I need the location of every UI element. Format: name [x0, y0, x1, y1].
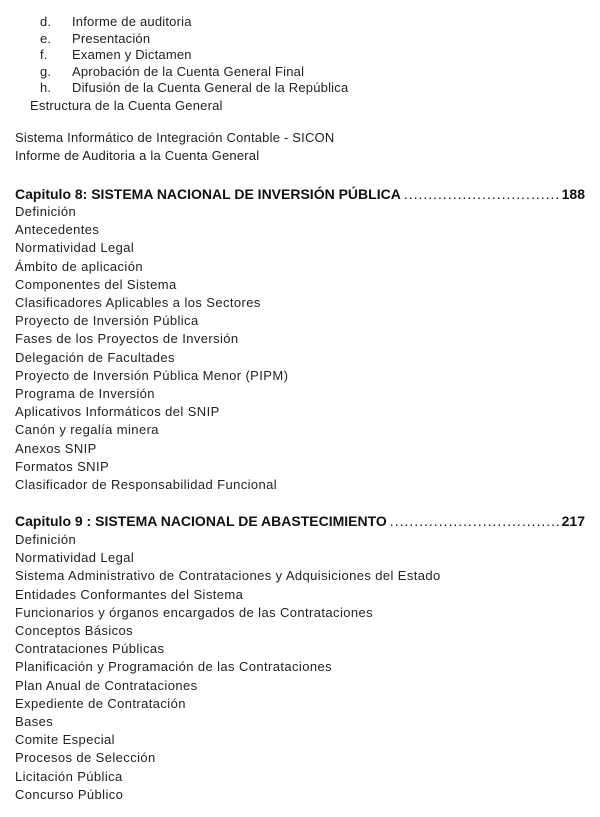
toc-entry: Plan Anual de Contrataciones [15, 677, 198, 693]
sub-item-text: Examen y Dictamen [72, 47, 192, 63]
leader-dots [390, 512, 559, 530]
toc-entry: Proyecto de Inversión Pública Menor (PIPM) [15, 367, 289, 383]
toc-entry: Clasificador de Responsabilidad Funcional [15, 477, 278, 493]
toc-entry: Aplicativos Informáticos del SNIP [15, 404, 220, 420]
sub-item-letter: h. [40, 80, 52, 96]
sub-item-text: Aprobación de la Cuenta General Final [72, 63, 305, 79]
toc-entry: Proyecto de Inversión Pública [15, 313, 199, 329]
leader-dots [404, 185, 559, 203]
toc-entry: Clasificadores Aplicables a los Sectores [15, 295, 261, 311]
toc-entry: Funcionarios y órganos encargados de las Contrataciones [15, 604, 374, 620]
sub-item [40, 64, 440, 80]
toc-entry: Concurso Público [15, 786, 124, 802]
toc-entry: Normatividad Legal [15, 240, 135, 256]
toc-entry: Normatividad Legal [15, 550, 135, 566]
toc-entry: Antecedentes [15, 222, 100, 238]
chapter-title: Capitulo 9 : SISTEMA NACIONAL DE ABASTECIMIENTO [15, 513, 387, 529]
toc-entry: Fases de los Proyectos de Inversión [15, 331, 239, 347]
sub-item-letter: f. [40, 47, 48, 63]
sub-item [40, 80, 440, 96]
toc-entry: Conceptos Básicos [15, 623, 134, 639]
chapter-title: Capitulo 8: SISTEMA NACIONAL DE INVERSIÓN PÚBLICA [15, 186, 401, 202]
toc-entry: Procesos de Selección [15, 750, 156, 766]
sub-item [40, 47, 440, 63]
toc-entry: Programa de Inversión [15, 386, 155, 402]
sub-item-text: Informe de auditoria [72, 14, 192, 29]
toc-entry-informe-auditoria: Informe de Auditoria a la Cuenta General [15, 148, 260, 163]
chapter-page-number: 188 [561, 186, 585, 202]
toc-entry: Planificación y Programación de las Contrataciones [15, 659, 332, 675]
toc-entry: Anexos SNIP [15, 440, 97, 456]
toc-entry: Formatos SNIP [15, 458, 110, 474]
toc-entry: Sistema Administrativo de Contrataciones y Adquisiciones del Estado [15, 568, 441, 584]
chapter-page-number: 217 [561, 513, 585, 529]
chapter-8-topics [15, 203, 288, 494]
toc-entry-sicon: Sistema Informático de Integración Contable - SICON [15, 130, 335, 145]
chapter-9-heading [15, 512, 585, 530]
toc-entry: Comite Especial [15, 732, 115, 748]
toc-entry: Definición [15, 532, 77, 547]
sub-item-letter: e. [40, 30, 52, 46]
chapter-8-heading [15, 185, 585, 203]
toc-entry: Ámbito de aplicación [15, 258, 143, 274]
sub-item [40, 14, 440, 30]
sub-item-text: Difusión de la Cuenta General de la República [72, 80, 349, 96]
toc-entry: Contrataciones Públicas [15, 641, 165, 657]
toc-entry: Expediente de Contratación [15, 695, 186, 711]
toc-entry: Bases [15, 714, 54, 730]
sub-item [40, 31, 440, 47]
toc-entry: Licitación Pública [15, 768, 123, 784]
toc-entry: Canón y regalía minera [15, 422, 159, 438]
sub-item-letter: g. [40, 63, 52, 79]
sub-item-letter: d. [40, 14, 52, 29]
sub-item-text: Presentación [72, 30, 151, 46]
toc-entry: Delegación de Facultades [15, 349, 175, 365]
toc-entry: Definición [15, 204, 77, 219]
toc-entry: Entidades Conformantes del Sistema [15, 586, 244, 602]
toc-entry-estructura: Estructura de la Cuenta General [30, 98, 223, 113]
chapter-9-topics [15, 531, 441, 804]
toc-entry: Componentes del Sistema [15, 276, 177, 292]
